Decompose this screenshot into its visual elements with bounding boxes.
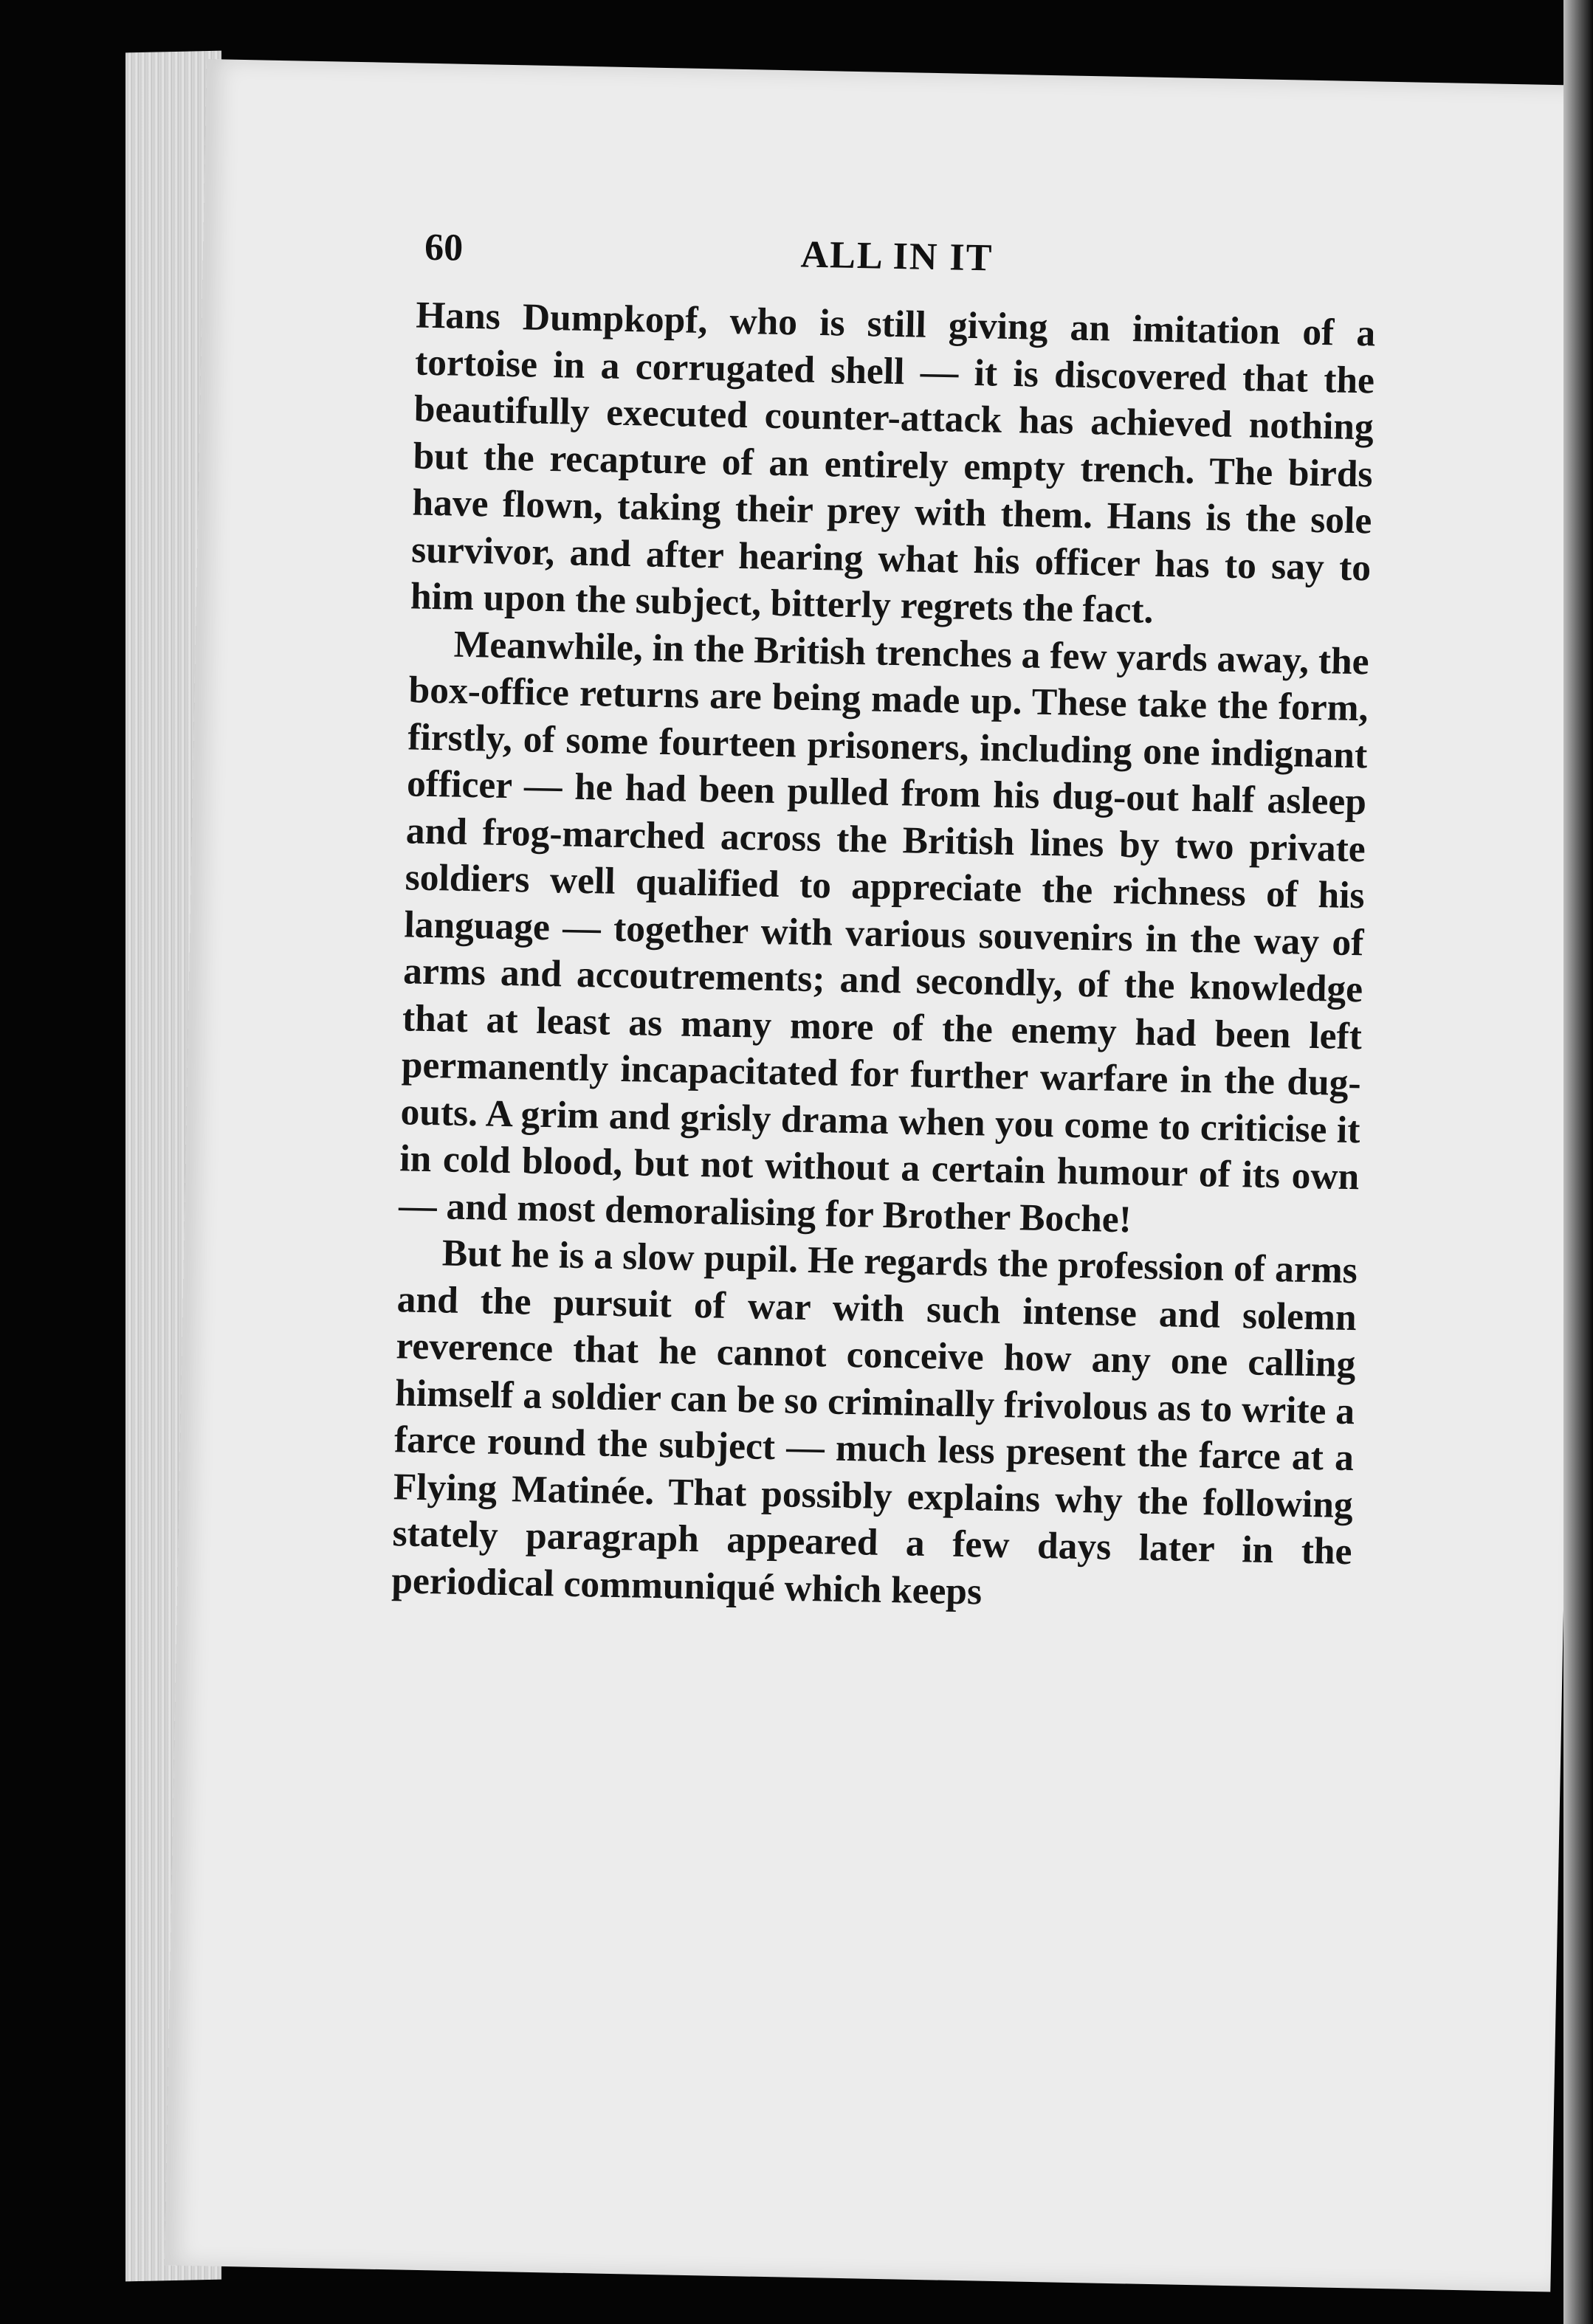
text-block	[391, 226, 1377, 1623]
paragraph-3: But he is a slow pupil. He regards the profession of arms and the pursuit of war with such intense and solemn reverence that he cannot conceive how any one calling himself a soldier can be so criminally frivolous as to write a farce round the subject — much less present the farce at a Flying Matinée. That possibly explains why the following stately paragraph appeared a few days later in the periodical communiqué which keeps	[390, 1232, 1358, 1613]
paragraph-1: Hans Dumpkopf, who is still giving an imitation of a tortoise in a corrugated shell — it is discovered that the beautifully executed counter-attack has achieved nothing but the recapture of an entirely empty trench. The birds have flown, taking their prey with them. Hans is the sole survivor, and after hearing what his officer has to say to him upon the subject, bitterly regrets the fact.	[410, 294, 1376, 632]
book-page	[165, 59, 1593, 2292]
scan-right-edge	[1563, 0, 1593, 2324]
paragraph-2: Meanwhile, in the British trenches a few yards away, the box-office returns are being made up. These take the form, firstly, of some fourteen prisoners, including one indignant officer — he had been pulled from his dug-out half asleep and frog-marched across the British lines by two private soldiers well qualified to appreciate the richness of his language — together with various souvenirs in the way of arms and accoutrements; and secondly, of the knowledge that at least as many more of the enemy had been left permanently incapacitated for further warfare in the dug-outs. A grim and grisly drama when you come to criticise it in cold blood, but not without a certain humour of its own — and most demoralising for Brother Boche!	[398, 623, 1370, 1241]
running-title: ALL IN IT	[800, 233, 994, 280]
body-text	[391, 292, 1376, 1623]
page-number: 60	[424, 226, 464, 269]
